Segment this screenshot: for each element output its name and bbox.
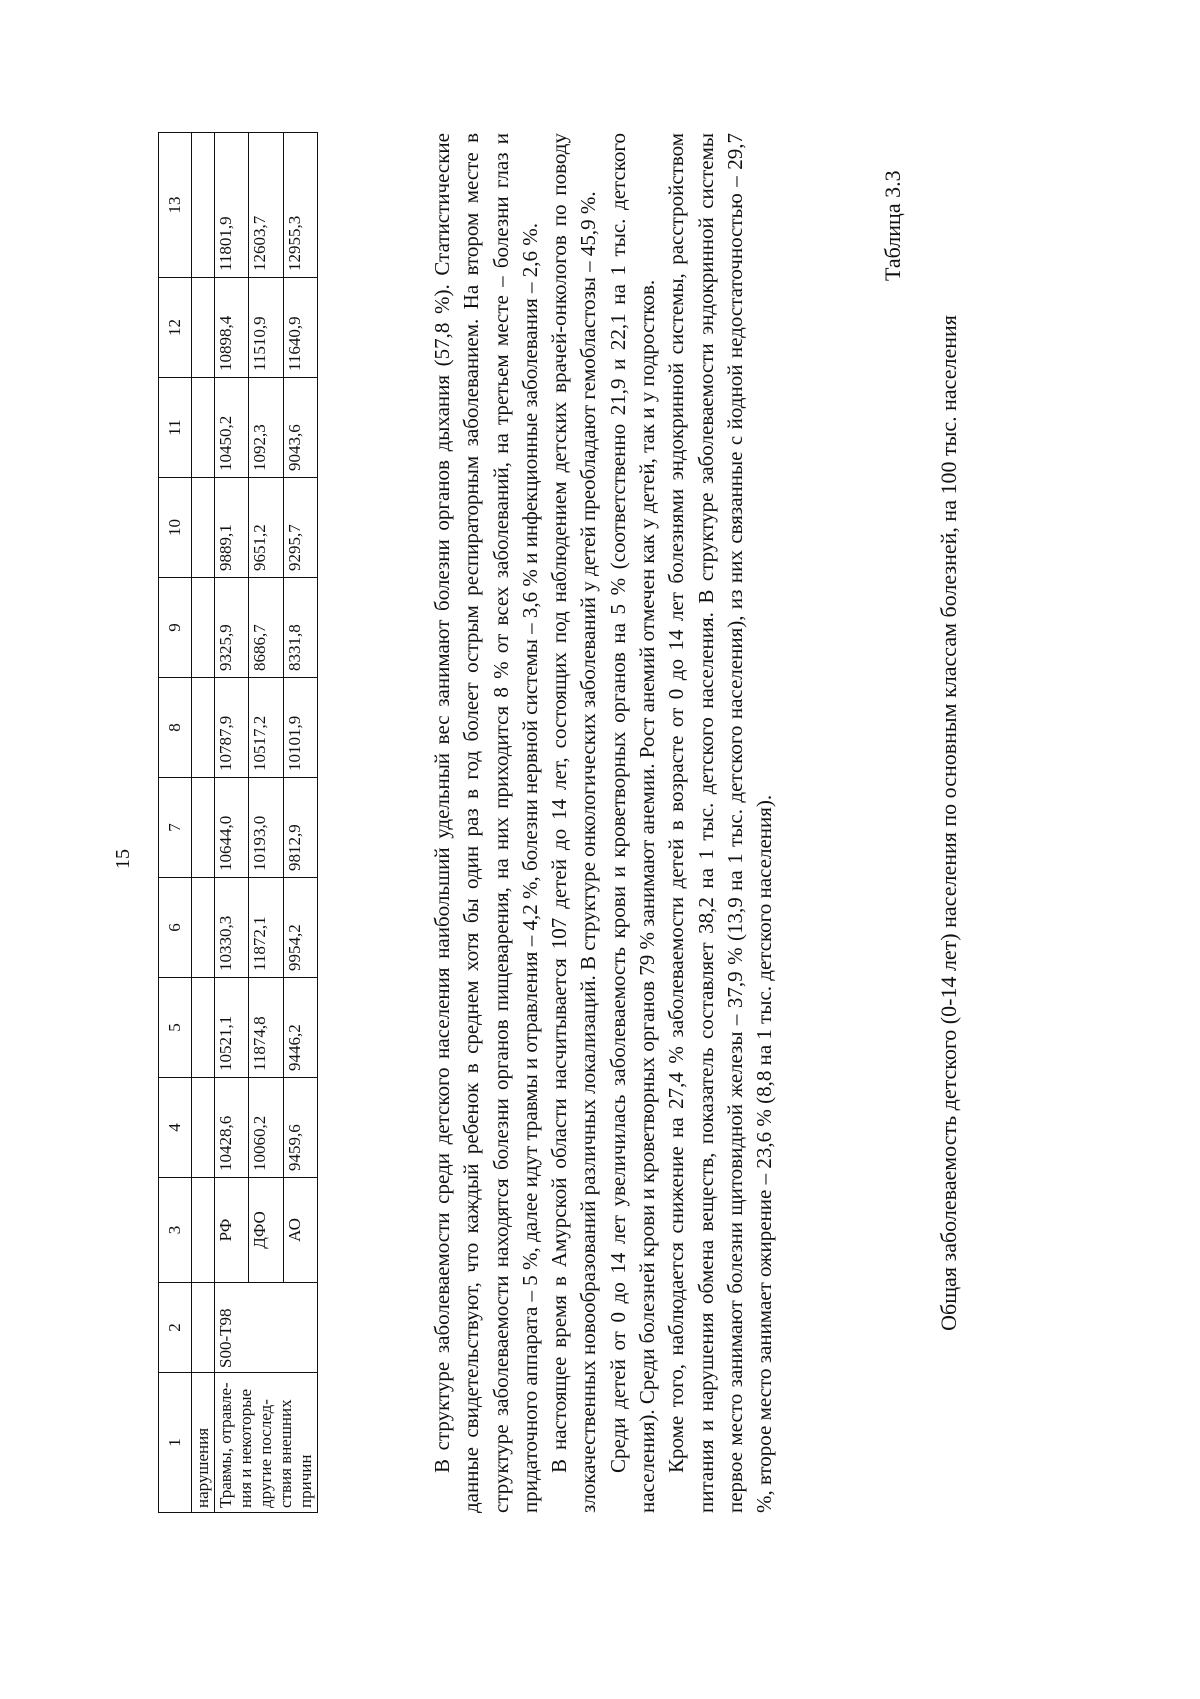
value-cell: 9446,2 xyxy=(283,978,317,1078)
value-cell: 12955,3 xyxy=(283,133,317,278)
value-cell: 12603,7 xyxy=(249,133,283,278)
table-header-cell: 12 xyxy=(159,278,192,378)
value-cell: 11801,9 xyxy=(215,133,249,278)
value-cell: 9325,9 xyxy=(215,578,249,678)
table-header-cell: 6 xyxy=(159,878,192,978)
value-cell: 9954,2 xyxy=(283,878,317,978)
value-cell: 8331,8 xyxy=(283,578,317,678)
table-header-cell: 13 xyxy=(159,133,192,278)
table-header-cell: 8 xyxy=(159,678,192,778)
value-cell: 11510,9 xyxy=(249,278,283,378)
value-cell: 11872,1 xyxy=(249,878,283,978)
value-cell: 9651,2 xyxy=(249,478,283,578)
continuation-cell: нарушения xyxy=(192,1373,215,1513)
paragraph: В структуре заболеваемости среди детского населения наибольший удельный вес занимают болезни органов дыхания (57,8 %). Статистические данные свидетельствуют, что каждый ребенок в среднем хотя бы один раз в год болеет острым респираторным заболеванием. На втором месте в структуре заболеваемости находятся болезни органов пищеварения, на них приходится 8 % от всех заболеваний, на третьем месте – болезни глаз и придаточного аппарата – 5 %, далее идут травмы и отравления – 4,2 %, болезни нервной системы – 3,6 % и инфекционные заболевания – 2,6 %. xyxy=(430,133,542,1513)
body-text xyxy=(428,133,780,1513)
region-cell: АО xyxy=(283,1178,317,1283)
table-header-row xyxy=(159,133,192,1513)
table-header-cell: 1 xyxy=(159,1373,192,1513)
value-cell: 9459,6 xyxy=(283,1078,317,1178)
region-cell: ДФО xyxy=(249,1178,283,1283)
paragraph: В настоящее время в Амурской области насчитывается 107 детей до 14 лет, состоящих под наблюдением детских врачей-онкологов по поводу злокачественных новообразований различных локализаций. В структуре онкологических заболеваний у детей преобладают гемобластозы – 45,9 %. xyxy=(547,133,601,1513)
value-cell: 10787,9 xyxy=(215,678,249,778)
value-cell: 10428,6 xyxy=(215,1078,249,1178)
icd-code: S00-T98 xyxy=(215,1283,318,1373)
table-continuation-row xyxy=(192,133,215,1513)
region-cell: РФ xyxy=(215,1178,249,1283)
table-title: Общая заболеваемость детского (0-14 лет) населения по основным классам болезней, на 100 тыс. населения xyxy=(936,315,961,1331)
value-cell: 10060,2 xyxy=(249,1078,283,1178)
value-cell: 10521,1 xyxy=(215,978,249,1078)
table-row xyxy=(215,133,249,1513)
value-cell: 9889,1 xyxy=(215,478,249,578)
morbidity-table xyxy=(158,132,318,1513)
value-cell: 11640,9 xyxy=(283,278,317,378)
table-header-cell: 3 xyxy=(159,1178,192,1283)
paragraph: Среди детей от 0 до 14 лет увеличилась заболеваемость крови и кроветворных органов на 5 % (соответственно 21,9 и 22,1 на 1 тыс. детского населения). Среди болезней крови и кроветворных органов 79 % занимают анемии. Рост анемий отмечен как у детей, так и у подростков. xyxy=(605,133,660,1513)
disease-class-name: Травмы, отравле- ния и некоторые другие послед- ствия внешних причин xyxy=(215,1373,318,1513)
table-header-cell: 5 xyxy=(159,978,192,1078)
table-header-cell: 9 xyxy=(159,578,192,678)
value-cell: 9043,6 xyxy=(283,378,317,478)
value-cell: 10517,2 xyxy=(249,678,283,778)
value-cell: 11874,8 xyxy=(249,978,283,1078)
value-cell: 10330,3 xyxy=(215,878,249,978)
table-header-cell: 7 xyxy=(159,778,192,878)
value-cell: 9295,7 xyxy=(283,478,317,578)
table-header-cell: 10 xyxy=(159,478,192,578)
value-cell: 10193,0 xyxy=(249,778,283,878)
table-header-cell: 4 xyxy=(159,1078,192,1178)
table-header-cell: 11 xyxy=(159,378,192,478)
table-label: Таблица 3.3 xyxy=(880,170,905,281)
value-cell: 10101,9 xyxy=(283,678,317,778)
value-cell: 9812,9 xyxy=(283,778,317,878)
value-cell: 8686,7 xyxy=(249,578,283,678)
value-cell: 10644,0 xyxy=(215,778,249,878)
paragraph: Кроме того, наблюдается снижение на 27,4 % заболеваемости детей в возрасте от 0 до 14 лет болезнями эндокринной системы, расстройством питания и нарушения обмена веществ, показатель составляет 38,2 на 1 тыс. детского населения. В структуре заболеваемости эндокринной системы первое место занимают болезни щитовидной железы – 37,9 % (13,9 на 1 тыс. детского населения), из них связанные с йодной недостаточностью – 29,7 %, второе место занимает ожирение – 23,6 % (8,8 на 1 тыс. детского населения). xyxy=(664,133,777,1513)
table-header-cell: 2 xyxy=(159,1283,192,1373)
value-cell: 10898,4 xyxy=(215,278,249,378)
value-cell: 10450,2 xyxy=(215,378,249,478)
page-number: 15 xyxy=(112,849,134,869)
value-cell: 1092,3 xyxy=(249,378,283,478)
